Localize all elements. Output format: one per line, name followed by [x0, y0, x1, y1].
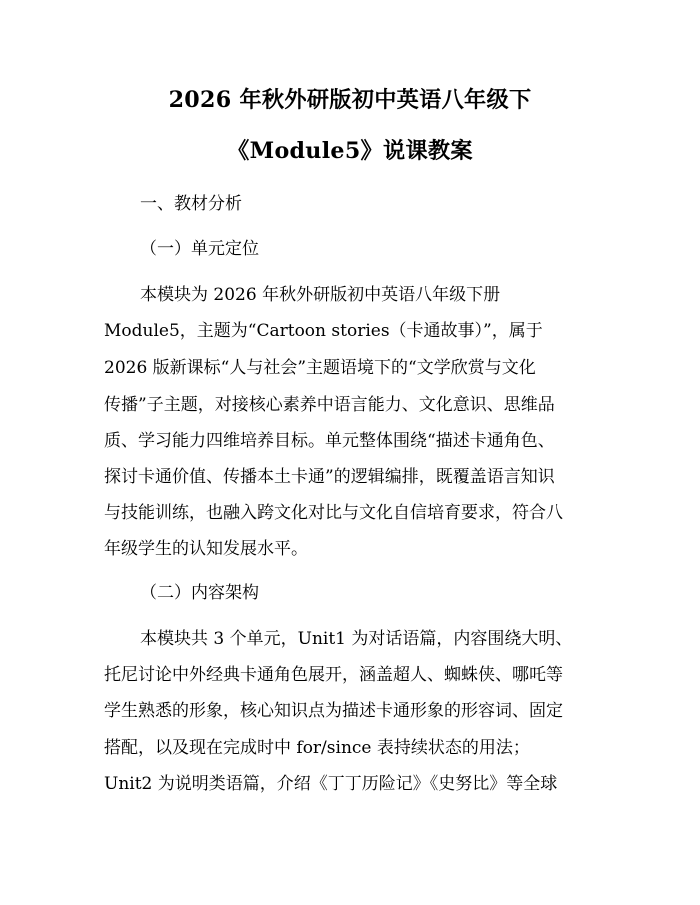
paragraph-1-line: 质、学习能力四维培养目标。单元整体围绕“描述卡通角色、 [104, 431, 555, 451]
document-title-line-2: 《Module5》说课教案 [227, 138, 473, 164]
paragraph-1-line: 年级学生的认知发展水平。 [104, 539, 308, 559]
paragraph-1-line: 与技能训练，也融入跨文化对比与文化自信培育要求，符合八 [104, 503, 563, 523]
paragraph-2-line: 托尼讨论中外经典卡通角色展开，涵盖超人、蜘蛛侠、哪吒等 [104, 665, 563, 685]
paragraph-1-line: 传播”子主题，对接核心素养中语言能力、文化意识、思维品 [104, 395, 555, 415]
paragraph-2-line: 搭配，以及现在完成时中 for/since 表持续状态的用法； [104, 738, 530, 758]
paragraph-1-line: Module5，主题为“Cartoon stories（卡通故事）”，属于 [104, 321, 543, 341]
subsection-heading-unit-positioning: （一）单元定位 [140, 239, 259, 259]
paragraph-1-line: 探讨卡通价值、传播本土卡通”的逻辑编排，既覆盖语言知识 [104, 467, 555, 487]
subsection-heading-content-structure: （二）内容架构 [140, 583, 259, 603]
document-title-line-1: 2026 年秋外研版初中英语八年级下 [168, 87, 532, 113]
section-heading-textbook-analysis: 一、教材分析 [140, 194, 242, 214]
paragraph-2-line: 本模块共 3 个单元，Unit1 为对话语篇，内容围绕大明、 [140, 629, 573, 649]
paragraph-2-line: Unit2 为说明类语篇，介绍《丁丁历险记》《史努比》等全球 [104, 774, 558, 794]
paragraph-1-line: 2026 版新课标“人与社会”主题语境下的“文学欣赏与文化 [104, 358, 536, 378]
paragraph-1-line: 本模块为 2026 年秋外研版初中英语八年级下册 [140, 285, 501, 305]
paragraph-2-line: 学生熟悉的形象，核心知识点为描述卡通形象的形容词、固定 [104, 701, 563, 721]
